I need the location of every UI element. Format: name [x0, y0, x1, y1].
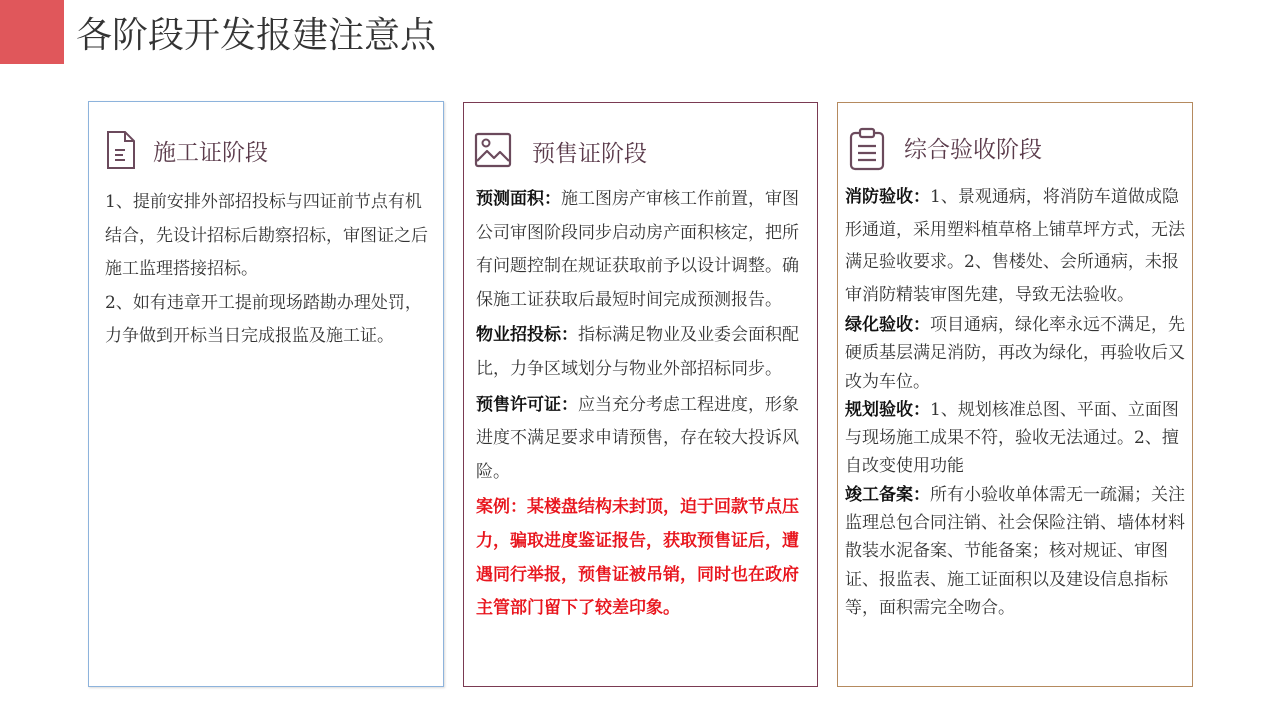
card-title: 施工证阶段 — [153, 139, 268, 166]
item-text: 1、景观通病，将消防车道做成隐形通道，采用塑料植草格上铺草坪方式，无法满足验收要求。2、售楼处、会所通病，未报审消防精装审图先建，导致无法验收。 — [845, 187, 1185, 305]
item-paragraph — [845, 181, 1185, 311]
card-body — [476, 183, 810, 628]
item-paragraph — [476, 183, 810, 317]
card-completion-acceptance — [837, 102, 1193, 687]
item-text: 项目通病，绿化率永远不满足，先硬质基层满足消防，再改为绿化，再验收后又改为车位。 — [845, 315, 1185, 392]
title-accent-block — [0, 0, 64, 64]
item-label: 消防验收： — [845, 187, 930, 207]
item-text: 应当充分考虑工程进度，形象进度不满足要求申请预售，存在较大投诉风险。 — [476, 394, 799, 482]
image-icon — [474, 131, 510, 171]
item-label: 预测面积： — [476, 189, 561, 209]
item-text: 指标满足物业及业委会面积配比，力争区域划分与物业外部招标同步。 — [476, 325, 799, 379]
card-body — [845, 181, 1185, 622]
card-title: 综合验收阶段 — [904, 136, 1042, 163]
card-presale-permit — [463, 102, 818, 687]
item-label: 预售许可证： — [476, 394, 578, 415]
card-header — [474, 131, 647, 171]
item-label: 规划验收： — [845, 399, 930, 420]
card-construction-permit — [88, 101, 444, 687]
document-icon — [105, 130, 141, 170]
paragraph: 2、如有违章开工提前现场踏勘办理处罚，力争做到开标当日完成报监及施工证。 — [105, 292, 422, 346]
card-title: 预售证阶段 — [532, 140, 647, 167]
item-text: 所有小验收单体需无一疏漏；关注监理总包合同注销、社会保险注销、墙体材料散装水泥备案、节能备案；核对规证、审图证、报监表、施工证面积以及建设信息指标等，面积需完全吻合。 — [845, 484, 1185, 618]
item-label: 物业招投标： — [476, 325, 578, 346]
item-paragraph — [845, 481, 1185, 622]
card-body — [105, 186, 433, 354]
case-example: 案例：某楼盘结构未封顶，迫于回款节点压力，骗取进度鉴证报告，获取预售证后，遭遇同行举报，预售证被吊销，同时也在政府主管部门留下了较差印象。 — [476, 497, 799, 619]
card-header — [848, 127, 1042, 167]
item-text: 1、规划核准总图、平面、立面图与现场施工成果不符，验收无法通过。2、擅自改变使用功能 — [845, 399, 1179, 477]
item-paragraph — [845, 311, 1185, 396]
item-label: 绿化验收： — [845, 315, 930, 335]
card-header — [105, 130, 268, 170]
item-paragraph — [845, 396, 1185, 481]
item-paragraph — [476, 389, 810, 490]
paragraph: 1、提前安排外部招投标与四证前节点有机结合，先设计招标后勘察招标，审图证之后施工监理搭接招标。 — [105, 192, 428, 279]
item-text: 施工图房产审核工作前置，审图公司审图阶段同步启动房产面积核定，把所有问题控制在规证获取前予以设计调整。确保施工证获取后最短时间完成预测报告。 — [476, 189, 799, 310]
page-title: 各阶段开发报建注意点 — [76, 15, 437, 56]
clipboard-icon — [848, 127, 884, 167]
item-label: 竣工备案： — [845, 484, 930, 505]
item-paragraph — [476, 319, 810, 386]
